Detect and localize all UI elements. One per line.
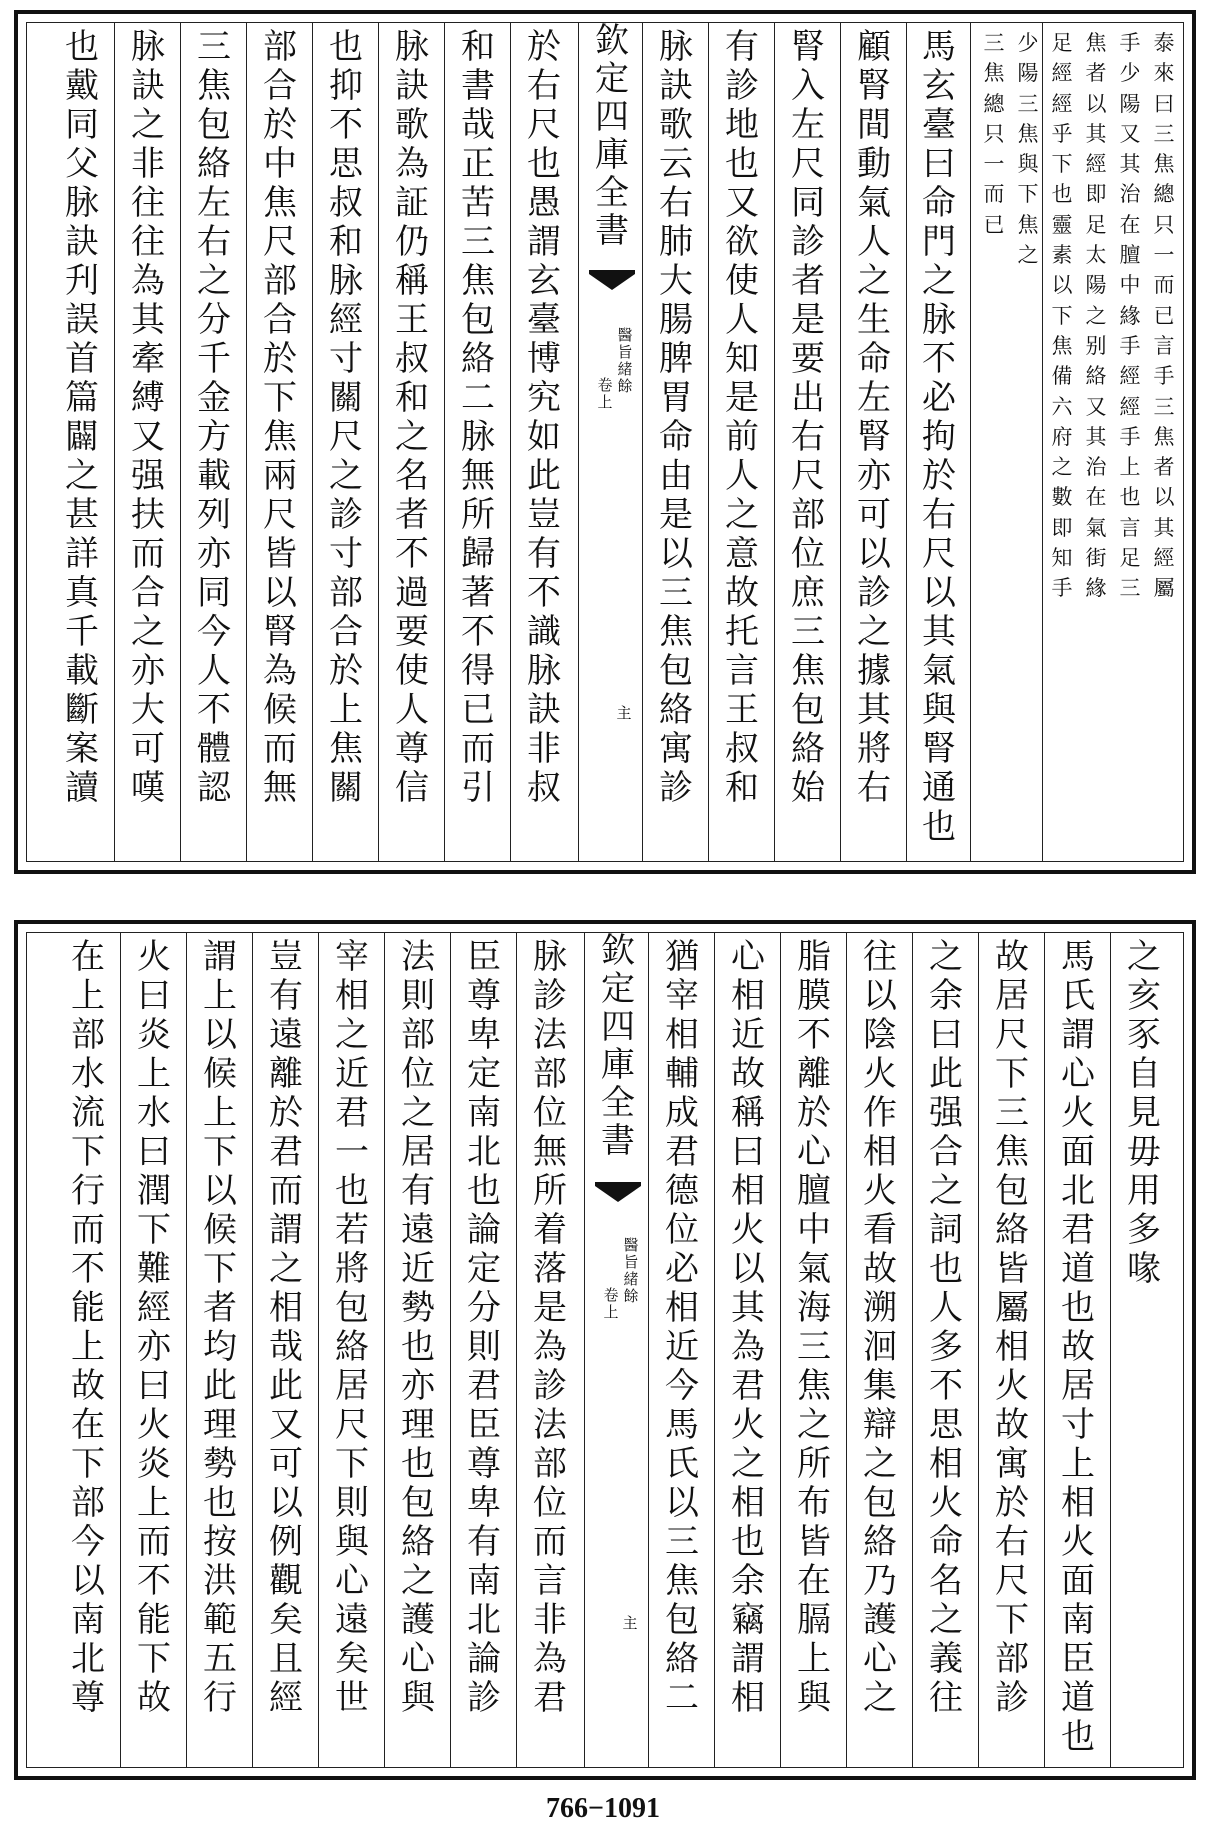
column-text: 在 上 部 水 流 下 行 而 不 能 上 故 在 下 部 今 以 南 北 尊	[71, 937, 105, 1718]
top-page-panel	[14, 10, 1196, 874]
text-column	[392, 938, 444, 1762]
note-text: 足 經 經 乎 下 也 靈 素 以 下 焦 備 六 府 之 數 即 知 手	[1051, 31, 1073, 601]
column-rule	[846, 932, 847, 1768]
column-text: 心 相 近 故 稱 曰 相 火 以 其 為 君 火 之 相 也 余 竊 謂 相	[731, 937, 765, 1718]
column-text: 脉 訣 歌 為 証 仍 稱 王 叔 和 之 名 者 不 過 要 使 人 尊 信	[395, 27, 429, 808]
column-text: 馬 玄 臺 曰 命 門 之 脉 不 必 拘 於 右 尺 以 其 氣 與 腎 通 也	[922, 27, 956, 847]
note-text: 焦 者 以 其 經 即 足 太 陽 之 别 絡 又 其 治 在 氣 街 緣	[1085, 31, 1107, 601]
column-rule	[450, 932, 451, 1768]
text-column	[913, 28, 965, 856]
note-column	[1012, 28, 1044, 310]
note-text: 少 陽 三 焦 與 下 焦 之	[1017, 31, 1039, 268]
column-text: 謂 上 以 候 上 下 以 候 下 者 均 此 理 勢 也 按 洪 範 五 行	[203, 937, 237, 1718]
column-text: 之 亥 豕 自 見 毋 用 多 喙	[1127, 937, 1161, 1289]
text-column	[782, 28, 834, 856]
center-title-strip	[586, 22, 638, 862]
note-column	[978, 28, 1010, 270]
note-column	[1114, 28, 1146, 856]
column-text: 三 焦 包 絡 左 右 之 分 千 金 方 載 列 亦 同 今 人 不 體 認	[197, 27, 231, 808]
column-rule	[714, 932, 715, 1768]
text-column	[188, 28, 240, 856]
column-text: 脉 診 法 部 位 無 所 着 落 是 為 診 法 部 位 而 言 非 為 君	[533, 937, 567, 1718]
note-text: 三 焦 總 只 一 而 已	[983, 31, 1005, 237]
center-title-strip	[592, 932, 644, 1768]
column-text: 腎 入 左 尺 同 診 者 是 要 出 右 尺 部 位 庶 三 焦 包 絡 始	[791, 27, 825, 808]
column-rule	[708, 22, 709, 862]
column-text: 也 戴 同 父 脉 訣 刋 誤 首 篇 闢 之 甚 詳 真 千 載 斷 案 讀	[65, 27, 99, 808]
column-text: 有 診 地 也 又 欲 使 人 知 是 前 人 之 意 故 托 言 王 叔 和	[725, 27, 759, 808]
book-title: 醫 旨 緒 餘	[623, 1236, 639, 1305]
text-column	[326, 938, 378, 1762]
column-text: 豈 有 遠 離 於 君 而 謂 之 相 哉 此 又 可 以 例 觀 矣 且 經	[269, 937, 303, 1718]
text-column	[452, 28, 504, 856]
column-text: 於 右 尺 也 愚 謂 玄 臺 博 究 如 此 豈 有 不 識 脉 訣 非 叔	[527, 27, 561, 808]
text-column	[122, 28, 174, 856]
text-column	[518, 28, 570, 856]
text-column	[194, 938, 246, 1762]
text-column	[650, 28, 702, 856]
column-text: 顧 腎 間 動 氣 人 之 生 命 左 腎 亦 可 以 診 之 據 其 將 右	[857, 27, 891, 808]
column-text: 和 書 哉 正 苦 三 焦 包 絡 二 脉 無 所 歸 著 不 得 已 而 引	[461, 27, 495, 808]
book-title: 醫 旨 緒 餘	[617, 326, 633, 395]
column-rule	[384, 932, 385, 1768]
text-column	[1052, 938, 1104, 1762]
column-rule	[780, 932, 781, 1768]
column-rule	[840, 22, 841, 862]
text-column	[986, 938, 1038, 1762]
page-reference: 766−1091	[546, 1793, 660, 1824]
column-text: 法 則 部 位 之 居 有 遠 近 勢 也 亦 理 也 包 絡 之 護 心 與	[401, 937, 435, 1718]
fish-tail-mark	[589, 270, 635, 292]
column-text: 猶 宰 相 輔 成 君 德 位 必 相 近 今 馬 氏 以 三 焦 包 絡 二	[665, 937, 699, 1718]
text-column	[716, 28, 768, 856]
column-rule	[318, 932, 319, 1768]
column-text: 往 以 陰 火 作 相 火 看 故 溯 洄 集 辯 之 包 絡 乃 護 心 之	[863, 937, 897, 1718]
text-column	[722, 938, 774, 1762]
column-rule	[120, 932, 121, 1768]
column-text: 故 居 尺 下 三 焦 包 絡 皆 屬 相 火 故 寓 於 右 尺 下 部 診	[995, 937, 1029, 1718]
column-rule	[252, 932, 253, 1768]
column-text: 也 抑 不 思 叔 和 脉 經 寸 關 尺 之 診 寸 部 合 於 上 焦 關	[329, 27, 363, 808]
column-rule	[1044, 932, 1045, 1768]
text-column	[656, 938, 708, 1762]
text-column	[386, 28, 438, 856]
edition-title: 欽 定 四 庫 全 書	[595, 21, 629, 251]
column-rule	[114, 22, 115, 862]
column-rule	[584, 932, 585, 1768]
text-column	[458, 938, 510, 1762]
text-column	[254, 28, 306, 856]
column-rule	[312, 22, 313, 862]
text-column	[920, 938, 972, 1762]
column-rule	[978, 932, 979, 1768]
note-text: 泰 來 曰 三 焦 總 只 一 而 已 言 手 三 焦 者 以 其 經 屬	[1153, 31, 1175, 601]
text-column	[1118, 937, 1170, 1289]
column-text: 部 合 於 中 焦 尺 部 合 於 下 焦 兩 尺 皆 以 腎 為 候 而 無	[263, 27, 297, 808]
text-column	[62, 938, 114, 1762]
edition-title: 欽 定 四 庫 全 書	[601, 931, 635, 1161]
bottom-page-panel	[14, 920, 1196, 1780]
text-column	[524, 938, 576, 1762]
column-rule	[648, 932, 649, 1768]
column-rule	[516, 932, 517, 1768]
column-text: 臣 尊 卑 定 南 北 也 論 定 分 則 君 臣 尊 卑 有 南 北 論 診	[467, 937, 501, 1718]
column-rule	[774, 22, 775, 862]
column-rule	[970, 22, 971, 862]
column-rule	[510, 22, 511, 862]
text-column	[848, 28, 900, 856]
column-text: 火 曰 炎 上 水 曰 潤 下 難 經 亦 曰 火 炎 上 而 不 能 下 故	[137, 937, 171, 1718]
volume-label: 卷 上	[597, 376, 613, 411]
column-rule	[180, 22, 181, 862]
column-text: 之 余 曰 此 强 合 之 詞 也 人 多 不 思 相 火 命 名 之 義 往	[929, 937, 963, 1718]
column-text: 脂 膜 不 離 於 心 膻 中 氣 海 三 焦 之 所 布 皆 在 膈 上 與	[797, 937, 831, 1718]
text-column	[788, 938, 840, 1762]
text-column	[320, 28, 372, 856]
note-column	[1148, 28, 1180, 856]
note-column	[1080, 28, 1112, 856]
column-text: 馬 氏 謂 心 火 面 北 君 道 也 故 居 寸 上 相 火 面 南 臣 道 也	[1061, 937, 1095, 1757]
text-column	[56, 28, 108, 856]
column-rule	[246, 22, 247, 862]
column-text: 脉 訣 之 非 往 往 為 其 牽 縛 又 强 扶 而 合 之 亦 大 可 嘆	[131, 27, 165, 808]
column-rule	[906, 22, 907, 862]
column-rule	[912, 932, 913, 1768]
note-text: 手 少 陽 又 其 治 在 膻 中 緣 手 經 經 手 上 也 言 足 三	[1119, 31, 1141, 601]
text-column	[854, 938, 906, 1762]
column-rule	[378, 22, 379, 862]
column-text: 宰 相 之 近 君 一 也 若 將 包 絡 居 尺 下 則 與 心 遠 矣 世	[335, 937, 369, 1718]
column-rule	[578, 22, 579, 862]
column-rule	[642, 22, 643, 862]
page-number: 主	[622, 1614, 638, 1632]
note-column	[1046, 28, 1078, 856]
page-number: 主	[616, 704, 632, 722]
text-column	[260, 938, 312, 1762]
column-rule	[1110, 932, 1111, 1768]
column-rule	[186, 932, 187, 1768]
column-rule	[1042, 22, 1043, 862]
fish-tail-mark	[595, 1182, 641, 1204]
text-column	[128, 938, 180, 1762]
column-rule	[444, 22, 445, 862]
volume-label: 卷 上	[603, 1286, 619, 1321]
column-text: 脉 訣 歌 云 右 肺 大 腸 脾 胃 命 由 是 以 三 焦 包 絡 寓 診	[659, 27, 693, 808]
